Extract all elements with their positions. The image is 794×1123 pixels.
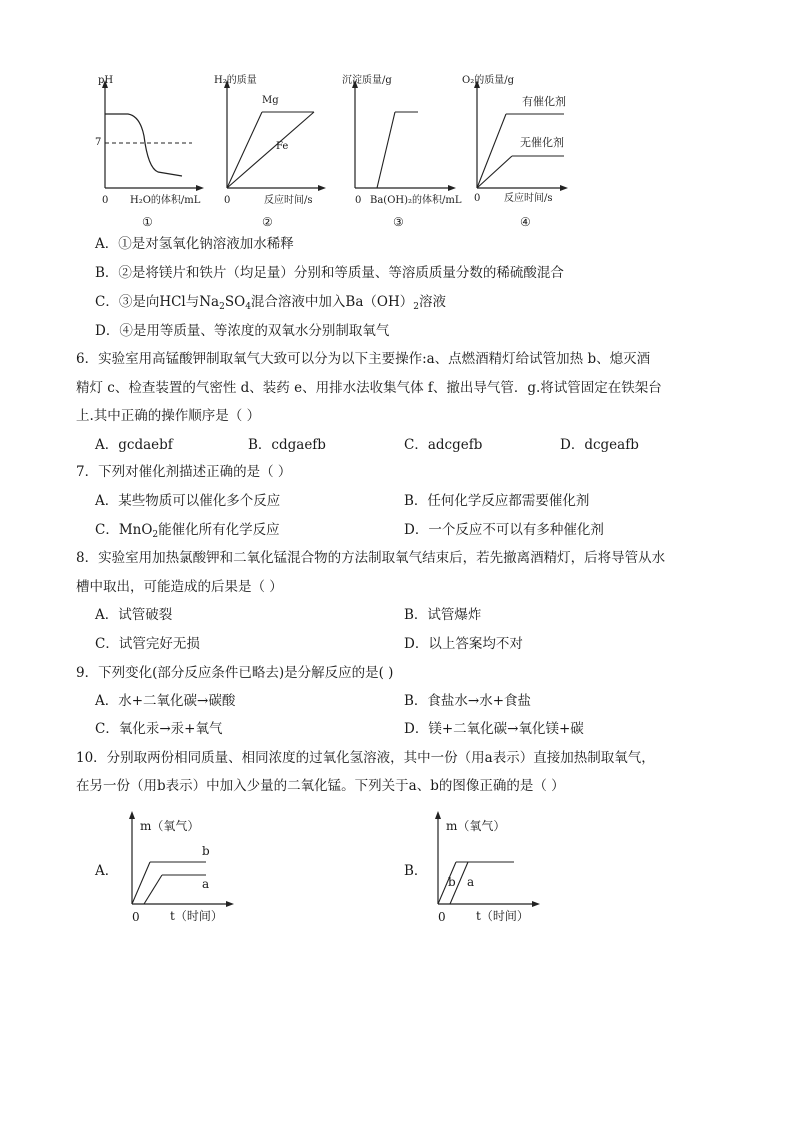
q7-stem: 7．下列对催化剂描述正确的是（ ） [76, 464, 292, 480]
q7-option-b[interactable]: B．任何化学反应都需要催化剂 [404, 493, 590, 509]
q8-option-c[interactable]: C．试管完好无损 [95, 636, 200, 652]
q5-option-c-text-3: 混合溶液中加入Ba（OH） [250, 294, 414, 310]
q6-option-b[interactable]: B．cdgaefb [248, 437, 326, 453]
q10-b-xlabel: t（时间） [476, 909, 529, 923]
graph-2-mg-label: Mg [262, 95, 279, 106]
q7-option-c-sub: 2 [152, 530, 159, 540]
q9-option-b[interactable]: B．食盐水→水+食盐 [404, 693, 532, 709]
graph-3-number: ③ [393, 215, 404, 229]
q8-option-d[interactable]: D．以上答案均不对 [404, 636, 523, 652]
graph-2-number: ② [262, 215, 273, 229]
q8-option-b[interactable]: B．试管爆炸 [404, 607, 482, 623]
q6-option-c[interactable]: C．adcgefb [404, 437, 483, 453]
q7-option-d[interactable]: D．一个反应不可以有多种催化剂 [404, 522, 604, 538]
graph-2-xlabel: 反应时间/s [264, 195, 313, 206]
q5-option-a[interactable]: A．①是对氢氧化钠溶液加水稀释 [95, 236, 294, 252]
q5-option-c-sub-2: 4 [245, 302, 251, 312]
q5-option-d[interactable]: D．④是用等质量、等浓度的双氧水分别制取氧气 [95, 323, 390, 339]
graph-3-precipitate-mass [340, 76, 480, 236]
q8-stem-line-1: 8．实验室用加热氯酸钾和二氧化锰混合物的方法制取氧气结束后，若先撤离酒精灯，后将导管从水 [76, 550, 666, 566]
graph-2-fe-label: Fe [276, 141, 289, 152]
q6-stem-line-2: 精灯 c、检查装置的气密性 d、装药 e、用排水法收集气体 f、撤出导气管．g.将试管固定在铁架台 [76, 380, 662, 396]
graph-1-tick-7: 7 [95, 137, 102, 148]
q5-option-c-text-4: 溶液 [418, 294, 446, 310]
graph-1-svg [90, 76, 210, 236]
graph-4-xlabel: 反应时间/s [504, 193, 553, 204]
graph-4-o2-mass [462, 76, 592, 236]
q10-b-a-label: a [467, 875, 475, 889]
graph-3-xlabel: Ba(OH)₂的体积/mL [370, 195, 462, 206]
graph-4-cat-label: 有催化剂 [522, 95, 566, 108]
q6-stem-line-1: 6．实验室用高锰酸钾制取氧气大致可以分为以下主要操作:a、点燃酒精灯给试管加热 b、熄灭酒 [76, 351, 651, 367]
q9-stem: 9．下列变化(部分反应条件已略去)是分解反应的是( ) [76, 665, 394, 681]
q6-stem-line-3: 上.其中正确的操作顺序是（ ） [76, 408, 261, 424]
graph-2-ylabel: H₂的质量 [214, 75, 257, 86]
graph-4-nocat-label: 无催化剂 [520, 136, 564, 149]
q10-a-a-label: a [202, 877, 210, 891]
graph-4-origin: 0 [474, 193, 481, 204]
graph-1-ph-dilution [90, 76, 210, 236]
q10-option-a-graph[interactable] [120, 808, 260, 928]
graph-2-origin: 0 [224, 195, 231, 206]
q6-option-a[interactable]: A．gcdaebf [95, 437, 173, 453]
q7-option-c-text-2: 能催化所有化学反应 [158, 522, 280, 538]
graph-3-ylabel: 沉淀质量/g [342, 75, 392, 86]
graph-1-number: ① [142, 215, 153, 229]
graph-1-ylabel: pH [98, 75, 114, 86]
q9-option-a[interactable]: A．水+二氧化碳→碳酸 [95, 693, 236, 709]
q7-option-c[interactable] [95, 520, 280, 545]
q10-option-a-label[interactable]: A． [95, 863, 119, 879]
graph-4-ylabel: O₂的质量/g [462, 75, 514, 86]
q5-option-c-text-2: SO [224, 294, 246, 310]
graph-2-h2-mass [212, 76, 332, 236]
q10-option-b-label[interactable]: B． [404, 863, 428, 879]
graph-4-number: ④ [520, 215, 531, 229]
graph-1-xlabel: H₂O的体积/mL [130, 195, 201, 206]
q7-option-c-text-1: C．MnO [95, 522, 153, 538]
q7-option-a[interactable]: A．某些物质可以催化多个反应 [95, 493, 281, 509]
q5-option-c-sub-1: 2 [219, 302, 225, 312]
q5-option-c-sub-3: 2 [413, 302, 419, 312]
q10-a-ylabel: m（氧气） [140, 819, 200, 833]
q10-a-xlabel: t（时间） [170, 909, 223, 923]
q6-option-d[interactable]: D．dcgeafb [560, 437, 639, 453]
q10-b-origin: 0 [438, 910, 446, 924]
q8-option-a[interactable]: A．试管破裂 [95, 607, 173, 623]
q9-option-d[interactable]: D．镁+二氧化碳→氧化镁+碳 [404, 721, 584, 737]
q9-option-c[interactable]: C．氧化汞→汞+氧气 [95, 721, 223, 737]
q10-option-b-graph[interactable] [426, 808, 566, 928]
graph-3-origin: 0 [355, 195, 362, 206]
q10-a-origin: 0 [132, 910, 140, 924]
graph-1-origin: 0 [102, 195, 109, 206]
q10-b-ylabel: m（氧气） [446, 819, 506, 833]
q10-a-b-label: b [202, 844, 210, 858]
q8-stem-line-2: 槽中取出，可能造成的后果是（ ） [76, 579, 283, 595]
q5-option-b[interactable]: B．②是将镁片和铁片（均足量）分别和等质量、等溶质质量分数的稀硫酸混合 [95, 265, 564, 281]
graph-3-svg [340, 76, 480, 236]
q5-option-c-text-1: C．③是向HCl与Na [95, 294, 220, 310]
q5-option-c[interactable] [95, 292, 446, 317]
q10-b-b-label: b [448, 875, 456, 889]
q10-stem-line-2: 在另一份（用b表示）中加入少量的二氧化锰。下列关于a、b的图像正确的是（ ） [76, 778, 565, 794]
q10-stem-line-1: 10．分别取两份相同质量、相同浓度的过氧化氢溶液，其中一份（用a表示）直接加热制取氧气， [76, 750, 655, 766]
